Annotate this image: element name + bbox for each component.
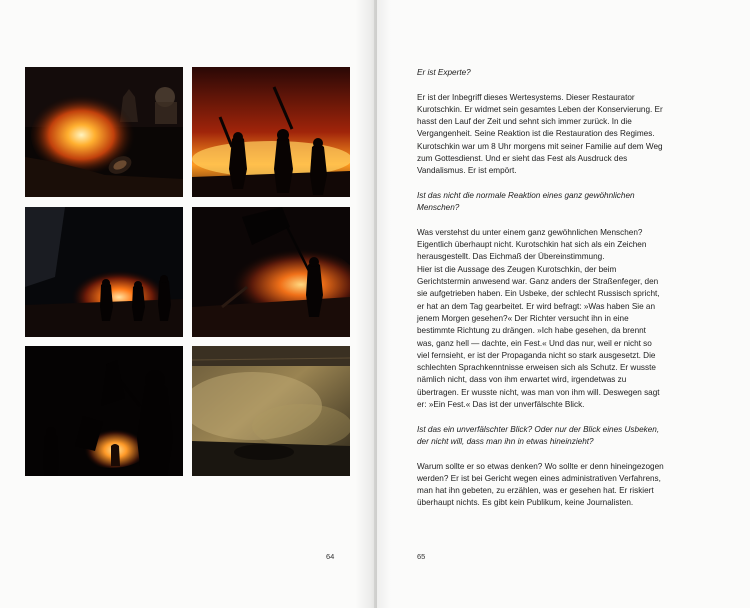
folio-left: 64 bbox=[326, 552, 335, 561]
photo-flags-closeup-fire bbox=[25, 346, 183, 476]
photo-fire-night-square bbox=[25, 67, 183, 197]
interview-question: Ist das nicht die normale Reaktion eines ganz gewöhnlichen Menschen? bbox=[417, 190, 635, 213]
photo-figures-fire-street bbox=[25, 207, 183, 337]
interview-answer: Was verstehst du unter einem ganz gewöhnlichen Menschen? Eigentlich überhaupt nicht. Kurotschkin hat sich als ein Zeichen herausgestellt. Das Eichmaß der Übereinstimmung. bbox=[417, 227, 647, 262]
smoke-street-photo bbox=[192, 346, 350, 476]
interview-question: Ist das ein unverfälschter Blick? Oder nur der Blick eines Usbeken, der nicht will, dass man ihn in etwas hineinzieht? bbox=[417, 424, 660, 446]
photo-silhouettes-flags-fire bbox=[192, 67, 350, 197]
photo-figure-flag-fire bbox=[192, 207, 350, 337]
silhouettes-flags-photo bbox=[192, 67, 350, 197]
photo-smoke-street bbox=[192, 346, 350, 476]
street-fire-figures-photo bbox=[25, 207, 183, 337]
gutter-shadow-right bbox=[377, 0, 391, 608]
flags-closeup-photo bbox=[25, 346, 183, 476]
folio-right: 65 bbox=[417, 552, 426, 561]
interview-answer: Hier ist die Aussage des Zeugen Kurotschkin, der beim Gerichtstermin anwesend war. Ganz anders der Straßenfeger, den sie aufgetrieben haben. Ein Usbeke, der schlecht Russisch spricht, er hat an dem Tag gearbeitet. Er wird befragt: »Was haben Sie an jenem Morgen gesehen?« Der Richter versucht ihn in eine bestimmte Richtung zu drängen. »Ich habe gesehen, da brennt was, ganz hell — dachte, ein Fest.« Und das nur, weil er nicht so viel fernsieht, er ist der Propaganda nicht so stark ausgesetzt. Die schlechten Sprachkenntnisse erweisen sich als Schutz. Er wusste nämlich nicht, dass von ihm erwartet wird, irgendetwas zu übertragen. Er wusste nicht, was man von ihm will. Deswegen sagt er: »Ein Fest.« Das ist der unverfälschte Blick. bbox=[417, 264, 660, 410]
interview-answer: Warum sollte er so etwas denken? Wo sollte er denn hineingezogen werden? Er ist bei Gericht wegen eines administrativen Verfahrens, man hat ihn gebeten, zu erzählen, was er gesehen hat. Er riskiert überhaupt nichts. Es gibt kein Publikum, keine Journalisten. bbox=[417, 461, 664, 508]
interview-text bbox=[417, 67, 664, 522]
interview-answer: Er ist der Inbegriff dieses Wertesystems. Dieser Restaurator Kurotschkin. Er widmet sein gesamtes Leben der Konservierung. Er hasst den Lauf der Zeit und sehnt sich immer zurück. In die Vergangenheit. Seine Reaktion ist die Restauration des Regimes. Kurotschkin war um 8 Uhr morgens mit seiner Familie auf dem Weg zum Gottesdienst. Und er sieht das Fest als Ausdruck des Vandalismus. Er ist empört. bbox=[417, 92, 663, 176]
flag-bearer-fire-photo bbox=[192, 207, 350, 337]
interview-question: Er ist Experte? bbox=[417, 68, 471, 77]
gutter-shadow-left bbox=[355, 0, 377, 608]
night-fire-square-photo bbox=[25, 67, 183, 197]
